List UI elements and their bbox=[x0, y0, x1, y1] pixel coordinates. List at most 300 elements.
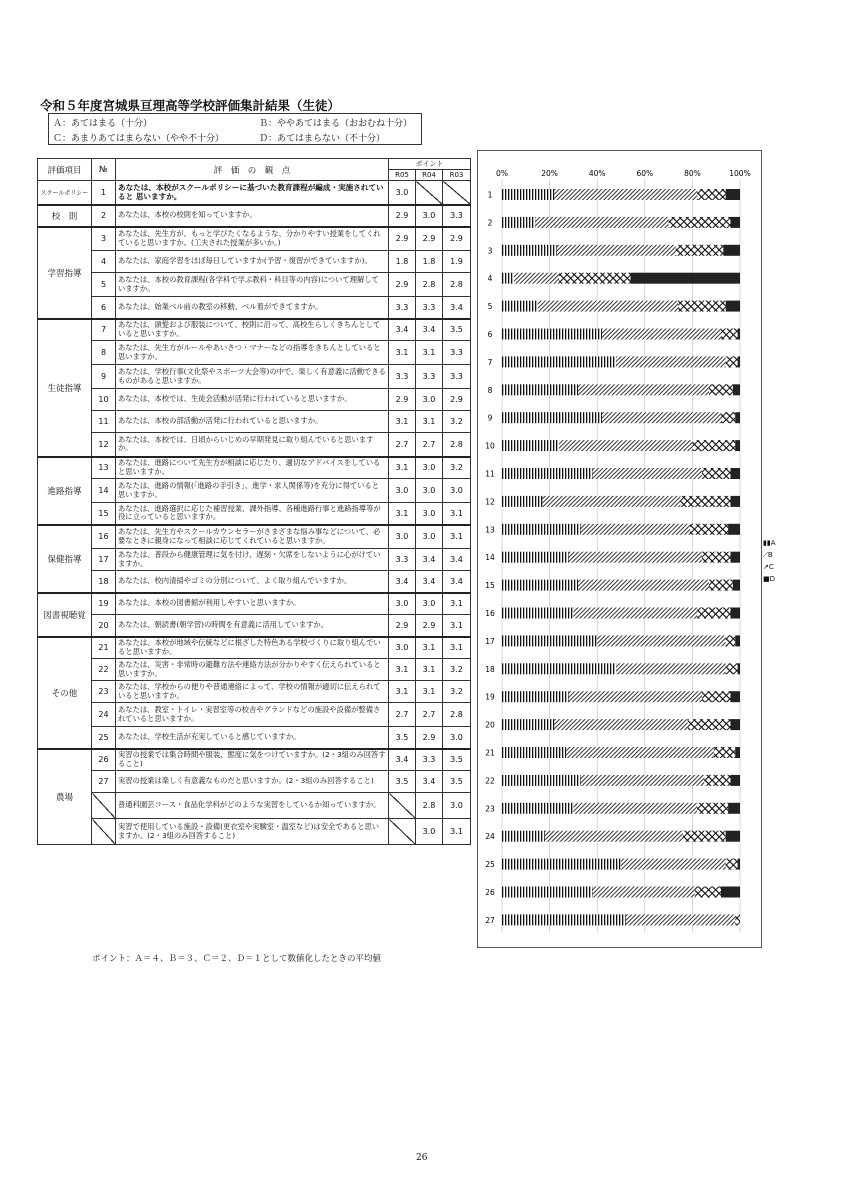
bar-segment-c-item-15 bbox=[709, 580, 733, 591]
category-cell: その他 bbox=[38, 637, 92, 749]
point-value-r05: 3.3 bbox=[389, 365, 416, 389]
question-text: 普通科園芸コース・食品化学科がどのような実習をしているか知っていますか。 bbox=[116, 793, 389, 819]
point-value-r05: 3.0 bbox=[389, 181, 416, 205]
bar-segment-c-item-7 bbox=[726, 356, 738, 367]
bar-segment-c-item-11 bbox=[702, 468, 731, 479]
bar-segment-d-item-5 bbox=[726, 301, 740, 312]
point-value-r03: 2.8 bbox=[443, 703, 471, 727]
point-value-r05: 3.1 bbox=[389, 659, 416, 681]
question-text: あなたは、頭髪および服装について、校則に沿って、高校生らしくきちんとしていると思いますか。 bbox=[116, 319, 389, 341]
bar-segment-c-item-12 bbox=[681, 496, 731, 507]
bar-segment-a-item-25 bbox=[502, 859, 621, 870]
bar-segment-d-item-20 bbox=[730, 719, 740, 730]
chart-legend-b: ⟋B bbox=[763, 551, 773, 559]
point-value-r04: 3.3 bbox=[416, 749, 443, 771]
bar-segment-c-item-13 bbox=[690, 524, 728, 535]
point-value-r04: 3.4 bbox=[416, 319, 443, 341]
table-row bbox=[38, 433, 471, 457]
question-text: あなたは、本校が地域や伝統などに根ざした特色ある学校づくりに取り組んでいると思いますか。 bbox=[116, 637, 389, 659]
point-value-r05: 3.5 bbox=[389, 771, 416, 793]
point-value-r04: 3.4 bbox=[416, 571, 443, 593]
question-text: あなたは、始業ベル前の教室の移動、ベル着ができてますか。 bbox=[116, 297, 389, 319]
point-value-r05 bbox=[389, 793, 416, 819]
point-value-r04: 2.7 bbox=[416, 703, 443, 727]
point-value-r03: 1.9 bbox=[443, 251, 471, 273]
item-number: 22 bbox=[92, 659, 116, 681]
point-value-r03: 2.8 bbox=[443, 433, 471, 457]
bar-segment-c-item-4 bbox=[559, 273, 630, 284]
chart-legend-d: ■D bbox=[763, 575, 776, 583]
point-value-r04: 3.3 bbox=[416, 297, 443, 319]
bar-segment-d-item-12 bbox=[730, 496, 740, 507]
bar-segment-c-item-27 bbox=[735, 914, 740, 925]
header-year-r05: R05 bbox=[389, 170, 416, 181]
item-number: 11 bbox=[92, 411, 116, 433]
item-number bbox=[92, 819, 116, 845]
table-row bbox=[38, 615, 471, 637]
point-value-r04: 3.3 bbox=[416, 365, 443, 389]
bar-segment-b-item-18 bbox=[616, 663, 725, 674]
item-number: 16 bbox=[92, 525, 116, 549]
item-number: 18 bbox=[92, 571, 116, 593]
point-value-r03: 3.1 bbox=[443, 503, 471, 525]
point-value-r03: 3.2 bbox=[443, 411, 471, 433]
point-value-r04: 2.8 bbox=[416, 793, 443, 819]
table-row bbox=[38, 411, 471, 433]
bar-segment-c-item-23 bbox=[697, 803, 728, 814]
bar-segment-b-item-25 bbox=[621, 859, 726, 870]
item-number bbox=[92, 793, 116, 819]
y-category-label: 27 bbox=[485, 915, 495, 925]
point-value-r04: 3.0 bbox=[416, 389, 443, 411]
table-row bbox=[38, 227, 471, 251]
point-value-r03: 3.5 bbox=[443, 771, 471, 793]
point-value-r03: 3.5 bbox=[443, 749, 471, 771]
bar-segment-a-item-13 bbox=[502, 524, 581, 535]
question-text: あなたは、先生方が、もっと学びたくなるような、分かりやすい授業をしてくれていると思いますか。(工夫された授業が多いか。) bbox=[116, 227, 389, 251]
page-title: 令和５年度宮城県亘理高等学校評価集計結果（生徒） bbox=[40, 98, 341, 113]
item-number: 17 bbox=[92, 549, 116, 571]
question-text: あなたは、進路の情報(「進路の手引き」、進学・求人関係等)を充分に得ていると思いますか。 bbox=[116, 479, 389, 503]
question-text: あなたは、本校の部活動が活発に行われていると思いますか。 bbox=[116, 411, 389, 433]
bar-segment-d-item-3 bbox=[723, 245, 740, 256]
point-value-r04: 2.9 bbox=[416, 727, 443, 749]
chart-legend-c: ↗C bbox=[763, 563, 774, 571]
y-category-label: 3 bbox=[487, 246, 493, 256]
bar-segment-b-item-2 bbox=[535, 217, 668, 228]
table-row bbox=[38, 273, 471, 297]
point-value-r04 bbox=[416, 181, 443, 205]
bar-segment-b-item-3 bbox=[557, 245, 676, 256]
bar-segment-b-item-11 bbox=[592, 468, 701, 479]
category-cell: 図書視聴覚 bbox=[38, 593, 92, 637]
point-value-r05: 3.5 bbox=[389, 727, 416, 749]
response-chart bbox=[477, 150, 762, 948]
point-value-r05: 3.1 bbox=[389, 503, 416, 525]
bar-segment-a-item-19 bbox=[502, 691, 569, 702]
table-row bbox=[38, 659, 471, 681]
bar-segment-b-item-15 bbox=[578, 580, 709, 591]
question-text: あなたは、本校の校則を知っていますか。 bbox=[116, 205, 389, 227]
point-value-r05: 2.9 bbox=[389, 227, 416, 251]
table-row bbox=[38, 365, 471, 389]
point-value-r04: 2.9 bbox=[416, 227, 443, 251]
bar-segment-c-item-2 bbox=[669, 217, 731, 228]
point-value-r05: 3.0 bbox=[389, 525, 416, 549]
question-text: あなたは、先生方やスクールカウンセラーがさまざまな悩み事などについて、必要なときに親身になって相談に応じてくれていると思いますか。 bbox=[116, 525, 389, 549]
point-value-r03: 2.9 bbox=[443, 227, 471, 251]
point-value-r03 bbox=[443, 181, 471, 205]
chart-legend-a: ▮▮A bbox=[763, 539, 776, 547]
bar-segment-d-item-9 bbox=[735, 412, 740, 423]
bar-segment-d-item-25 bbox=[738, 859, 740, 870]
bar-segment-b-item-22 bbox=[581, 775, 705, 786]
y-category-label: 11 bbox=[485, 469, 495, 479]
bar-segment-d-item-7 bbox=[738, 356, 740, 367]
bar-segment-b-item-26 bbox=[592, 887, 694, 898]
point-value-r05: 3.0 bbox=[389, 479, 416, 503]
item-number: 6 bbox=[92, 297, 116, 319]
y-category-label: 26 bbox=[485, 888, 495, 897]
table-row bbox=[38, 727, 471, 749]
item-number: 7 bbox=[92, 319, 116, 341]
point-value-r05 bbox=[389, 819, 416, 845]
header-viewpoint: 評 価 の 観 点 bbox=[116, 159, 389, 181]
point-value-r03: 3.0 bbox=[443, 479, 471, 503]
bar-segment-c-item-10 bbox=[692, 440, 735, 451]
bar-segment-a-item-3 bbox=[502, 245, 557, 256]
bar-segment-d-item-1 bbox=[726, 189, 740, 200]
legend-c: Ｃ：あまりあてはまらない（やや不十分） bbox=[53, 134, 225, 144]
question-text: あなたは、本校の教育課程(各学科で学ぶ教科・科目等の内容)について理解していますか。 bbox=[116, 273, 389, 297]
bar-segment-b-item-4 bbox=[514, 273, 559, 284]
table-row bbox=[38, 681, 471, 703]
bar-segment-d-item-24 bbox=[726, 831, 740, 842]
y-category-label: 13 bbox=[485, 525, 495, 535]
bar-segment-b-item-6 bbox=[602, 329, 721, 340]
y-category-label: 19 bbox=[485, 692, 495, 702]
item-number: 21 bbox=[92, 637, 116, 659]
header-year-r03: R03 bbox=[443, 170, 471, 181]
item-number: 15 bbox=[92, 503, 116, 525]
point-value-r03: 3.0 bbox=[443, 727, 471, 749]
bar-segment-d-item-4 bbox=[631, 273, 740, 284]
bar-segment-a-item-24 bbox=[502, 831, 545, 842]
table-row bbox=[38, 703, 471, 727]
question-text: あなたは、本校の図書館が利用しやすいと思いますか。 bbox=[116, 593, 389, 615]
bar-segment-a-item-4 bbox=[502, 273, 514, 284]
y-category-label: 4 bbox=[487, 274, 493, 284]
bar-segment-b-item-24 bbox=[545, 831, 683, 842]
bar-segment-d-item-13 bbox=[728, 524, 740, 535]
item-number: 20 bbox=[92, 615, 116, 637]
point-value-r04: 3.1 bbox=[416, 681, 443, 703]
point-value-r04: 3.1 bbox=[416, 341, 443, 365]
point-value-r05: 3.1 bbox=[389, 341, 416, 365]
point-value-r05: 3.1 bbox=[389, 411, 416, 433]
bar-segment-c-item-6 bbox=[721, 329, 738, 340]
bar-segment-c-item-22 bbox=[704, 775, 730, 786]
bar-segment-a-item-23 bbox=[502, 803, 573, 814]
point-value-r04: 3.4 bbox=[416, 771, 443, 793]
bar-segment-c-item-9 bbox=[721, 412, 735, 423]
y-category-label: 6 bbox=[487, 330, 493, 339]
category-cell: 校 則 bbox=[38, 205, 92, 227]
point-value-r04: 3.0 bbox=[416, 479, 443, 503]
bar-segment-d-item-11 bbox=[730, 468, 740, 479]
question-text: あなたは、本校がスクールポリシーに基づいた教育課程が編成・実施されていると 思いますか。 bbox=[116, 181, 389, 205]
bar-segment-a-item-9 bbox=[502, 412, 602, 423]
bar-segment-a-item-22 bbox=[502, 775, 581, 786]
bar-segment-b-item-21 bbox=[566, 747, 714, 758]
stacked-bar-chart bbox=[478, 151, 761, 947]
question-text: あなたは、学校生活が充実していると感じていますか。 bbox=[116, 727, 389, 749]
bar-segment-a-item-1 bbox=[502, 189, 554, 200]
point-value-r03: 3.4 bbox=[443, 549, 471, 571]
bar-segment-c-item-25 bbox=[726, 859, 738, 870]
y-category-label: 24 bbox=[485, 832, 495, 842]
question-text: 実習の授業は楽しく有意義なものだと思いますか。(2・3組のみ回答すること) bbox=[116, 771, 389, 793]
y-category-label: 10 bbox=[485, 441, 495, 451]
bar-segment-a-item-11 bbox=[502, 468, 592, 479]
point-value-r03: 3.1 bbox=[443, 593, 471, 615]
bar-segment-a-item-5 bbox=[502, 301, 538, 312]
x-tick-label: 40% bbox=[588, 169, 606, 178]
question-text: あなたは、学校からの便りや普通連絡によって、学校の情報が適切に伝えられていると思いますか。 bbox=[116, 681, 389, 703]
bar-segment-b-item-1 bbox=[554, 189, 697, 200]
x-tick-label: 0% bbox=[496, 169, 508, 178]
bar-segment-a-item-26 bbox=[502, 887, 592, 898]
bar-segment-a-item-21 bbox=[502, 747, 566, 758]
item-number: 26 bbox=[92, 749, 116, 771]
bar-segment-b-item-14 bbox=[569, 552, 702, 563]
point-value-r05: 3.4 bbox=[389, 571, 416, 593]
bar-segment-d-item-16 bbox=[730, 608, 740, 619]
point-value-r05: 3.1 bbox=[389, 457, 416, 479]
bar-segment-a-item-10 bbox=[502, 440, 559, 451]
point-value-r03: 3.1 bbox=[443, 615, 471, 637]
y-category-label: 17 bbox=[485, 636, 495, 646]
point-value-r04: 1.8 bbox=[416, 251, 443, 273]
point-value-r03: 2.8 bbox=[443, 273, 471, 297]
bar-segment-a-item-27 bbox=[502, 914, 626, 925]
question-text: あなたは、先生方がルールやあいさつ・マナーなどの指導をきちんとしていると思いますか。 bbox=[116, 341, 389, 365]
y-category-label: 9 bbox=[487, 413, 493, 423]
point-value-r04: 3.1 bbox=[416, 637, 443, 659]
question-text: あなたは、普段から健康管理に気を付け、遅刻・欠席をしないように心がけていますか。 bbox=[116, 549, 389, 571]
bar-segment-d-item-14 bbox=[730, 552, 740, 563]
bar-segment-b-item-8 bbox=[578, 384, 709, 395]
bar-segment-a-item-15 bbox=[502, 580, 578, 591]
bar-segment-c-item-17 bbox=[726, 635, 736, 646]
y-category-label: 20 bbox=[485, 720, 495, 730]
bar-segment-d-item-8 bbox=[733, 384, 740, 395]
item-number: 8 bbox=[92, 341, 116, 365]
item-number: 14 bbox=[92, 479, 116, 503]
bar-segment-c-item-1 bbox=[697, 189, 726, 200]
point-value-r04: 3.0 bbox=[416, 205, 443, 227]
bar-segment-a-item-8 bbox=[502, 384, 578, 395]
bar-segment-d-item-26 bbox=[721, 887, 740, 898]
bar-segment-c-item-26 bbox=[695, 887, 721, 898]
x-tick-label: 100% bbox=[729, 169, 751, 178]
bar-segment-d-item-21 bbox=[735, 747, 740, 758]
item-number: 3 bbox=[92, 227, 116, 251]
point-value-r03: 3.1 bbox=[443, 525, 471, 549]
table-row bbox=[38, 457, 471, 479]
point-value-r05: 3.0 bbox=[389, 593, 416, 615]
table-row bbox=[38, 819, 471, 845]
y-category-label: 15 bbox=[485, 581, 495, 591]
legend-d: Ｄ：あてはまらない（不十分） bbox=[259, 134, 386, 144]
point-value-r04: 3.0 bbox=[416, 525, 443, 549]
point-value-r04: 2.8 bbox=[416, 273, 443, 297]
point-value-r03: 2.9 bbox=[443, 389, 471, 411]
item-number: 23 bbox=[92, 681, 116, 703]
question-text: あなたは、本校では、生徒会活動が活発に行われていると思いますか。 bbox=[116, 389, 389, 411]
bar-segment-c-item-16 bbox=[697, 608, 730, 619]
bar-segment-a-item-6 bbox=[502, 329, 602, 340]
table-row bbox=[38, 503, 471, 525]
point-value-r04: 3.1 bbox=[416, 411, 443, 433]
point-value-r05: 3.3 bbox=[389, 297, 416, 319]
point-value-r05: 3.3 bbox=[389, 549, 416, 571]
point-value-r05: 3.4 bbox=[389, 319, 416, 341]
table-row bbox=[38, 549, 471, 571]
bar-segment-a-item-16 bbox=[502, 608, 573, 619]
bar-segment-b-item-19 bbox=[569, 691, 702, 702]
header-no: № bbox=[92, 159, 116, 181]
point-value-r03: 3.2 bbox=[443, 457, 471, 479]
bar-segment-b-item-9 bbox=[602, 412, 721, 423]
table-row bbox=[38, 389, 471, 411]
bar-segment-d-item-18 bbox=[738, 663, 740, 674]
item-number: 25 bbox=[92, 727, 116, 749]
bar-segment-b-item-16 bbox=[573, 608, 697, 619]
y-category-label: 5 bbox=[487, 302, 493, 312]
point-value-r05: 2.9 bbox=[389, 273, 416, 297]
bar-segment-b-item-13 bbox=[581, 524, 690, 535]
point-value-r03: 3.2 bbox=[443, 659, 471, 681]
item-number: 5 bbox=[92, 273, 116, 297]
item-number: 10 bbox=[92, 389, 116, 411]
bar-segment-d-item-19 bbox=[730, 691, 740, 702]
item-number: 1 bbox=[92, 181, 116, 205]
bar-segment-d-item-2 bbox=[730, 217, 740, 228]
point-value-r05: 3.4 bbox=[389, 749, 416, 771]
bar-segment-d-item-6 bbox=[738, 329, 740, 340]
page-number: 26 bbox=[416, 1153, 428, 1163]
bar-segment-d-item-10 bbox=[735, 440, 740, 451]
header-points: ポイント bbox=[389, 159, 471, 170]
point-value-r04: 3.0 bbox=[416, 593, 443, 615]
table-row bbox=[38, 571, 471, 593]
point-value-r03: 3.2 bbox=[443, 681, 471, 703]
point-value-r05: 2.7 bbox=[389, 433, 416, 457]
bar-segment-b-item-27 bbox=[626, 914, 735, 925]
table-row bbox=[38, 793, 471, 819]
y-category-label: 21 bbox=[485, 748, 495, 758]
bar-segment-d-item-23 bbox=[728, 803, 740, 814]
bar-segment-a-item-17 bbox=[502, 635, 597, 646]
category-cell: 保健指導 bbox=[38, 525, 92, 593]
point-value-r04: 2.7 bbox=[416, 433, 443, 457]
y-category-label: 8 bbox=[487, 385, 493, 395]
y-category-label: 7 bbox=[487, 357, 493, 367]
bar-segment-b-item-20 bbox=[554, 719, 687, 730]
point-value-r05: 2.7 bbox=[389, 703, 416, 727]
bar-segment-d-item-17 bbox=[735, 635, 740, 646]
point-value-r03: 3.1 bbox=[443, 637, 471, 659]
answer-legend bbox=[48, 113, 422, 145]
point-value-r03: 3.3 bbox=[443, 365, 471, 389]
category-cell: 農場 bbox=[38, 749, 92, 845]
y-category-label: 2 bbox=[487, 218, 493, 228]
bar-segment-c-item-5 bbox=[678, 301, 726, 312]
x-tick-label: 20% bbox=[541, 169, 558, 178]
item-number: 2 bbox=[92, 205, 116, 227]
x-tick-label: 80% bbox=[684, 169, 701, 178]
bar-segment-c-item-18 bbox=[726, 663, 738, 674]
table-row bbox=[38, 479, 471, 503]
bar-segment-c-item-21 bbox=[714, 747, 735, 758]
y-category-label: 1 bbox=[487, 190, 493, 200]
bar-segment-a-item-7 bbox=[502, 356, 616, 367]
point-value-r05: 3.1 bbox=[389, 681, 416, 703]
point-value-r03: 3.4 bbox=[443, 297, 471, 319]
y-category-label: 22 bbox=[485, 776, 495, 786]
point-value-r05: 1.8 bbox=[389, 251, 416, 273]
item-number: 13 bbox=[92, 457, 116, 479]
table-row bbox=[38, 749, 471, 771]
chart-legend bbox=[763, 537, 776, 585]
bar-segment-c-item-3 bbox=[676, 245, 724, 256]
item-number: 24 bbox=[92, 703, 116, 727]
point-value-r04: 3.0 bbox=[416, 457, 443, 479]
item-number: 19 bbox=[92, 593, 116, 615]
bar-segment-b-item-5 bbox=[538, 301, 678, 312]
question-text: あなたは、教室・トイレ・実習室等の校舎やグランドなどの施設や設備が整備されていると思いますか。 bbox=[116, 703, 389, 727]
point-value-r03: 3.1 bbox=[443, 819, 471, 845]
y-category-label: 18 bbox=[485, 664, 495, 674]
y-category-label: 23 bbox=[485, 804, 495, 814]
table-row bbox=[38, 771, 471, 793]
bar-segment-a-item-14 bbox=[502, 552, 569, 563]
question-text: あなたは、朝読書(朝学習)の時間を有意義に活用していますか。 bbox=[116, 615, 389, 637]
question-text: 実習の授業では集合時間や服装、態度に気をつけていますか。(2・3組のみ回答すること) bbox=[116, 749, 389, 771]
bar-segment-a-item-20 bbox=[502, 719, 554, 730]
bar-segment-b-item-7 bbox=[616, 356, 725, 367]
point-value-r04: 3.0 bbox=[416, 819, 443, 845]
table-row bbox=[38, 297, 471, 319]
table-row bbox=[38, 205, 471, 227]
table-row bbox=[38, 637, 471, 659]
point-value-r05: 2.9 bbox=[389, 615, 416, 637]
header-year-r04: R04 bbox=[416, 170, 443, 181]
bar-segment-b-item-12 bbox=[542, 496, 680, 507]
y-category-label: 12 bbox=[485, 497, 495, 507]
table-row bbox=[38, 181, 471, 205]
point-value-r05: 2.9 bbox=[389, 389, 416, 411]
item-number: 12 bbox=[92, 433, 116, 457]
point-value-r03: 3.0 bbox=[443, 793, 471, 819]
bar-segment-d-item-22 bbox=[730, 775, 740, 786]
bar-segment-a-item-2 bbox=[502, 217, 535, 228]
point-value-r05: 3.0 bbox=[389, 637, 416, 659]
bar-segment-b-item-17 bbox=[597, 635, 726, 646]
question-text: 実習で使用している施設・設備(更衣室や実験室・温室など)は安全であると思いますか。(2・3組のみ回答すること) bbox=[116, 819, 389, 845]
item-number: 27 bbox=[92, 771, 116, 793]
